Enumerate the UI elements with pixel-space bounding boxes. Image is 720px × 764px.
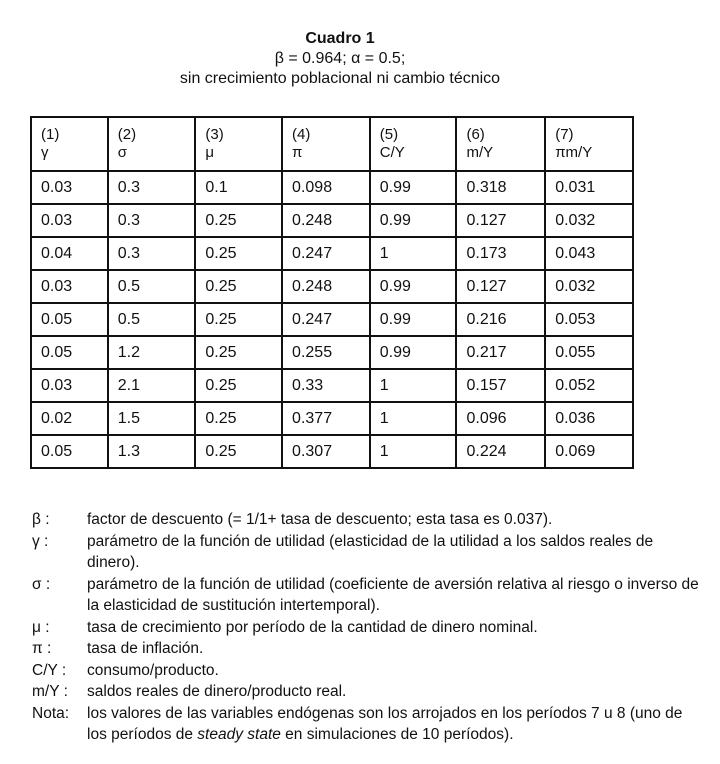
table-cell: 0.02	[31, 402, 108, 435]
legend-symbol: μ :	[32, 618, 50, 636]
table-cell: 0.25	[195, 270, 282, 303]
table-cell: 1.3	[108, 435, 196, 468]
column-header	[108, 117, 196, 171]
column-header	[31, 117, 108, 171]
table-cell: 0.99	[370, 303, 457, 336]
table-cell: 0.33	[282, 369, 370, 402]
table-cell: 0.127	[456, 270, 545, 303]
header-row	[31, 117, 633, 171]
column-number: (2)	[117, 126, 137, 143]
table-cell: 0.03	[31, 171, 108, 204]
table-cell: 0.043	[545, 237, 633, 270]
legend-description: saldos reales de dinero/producto real.	[87, 683, 347, 700]
table-cell: 0.055	[545, 336, 633, 369]
column-symbol: πm/Y	[555, 144, 593, 161]
column-header	[370, 117, 457, 171]
table-cell: 0.3	[108, 171, 196, 204]
table-cell: 0.247	[282, 237, 370, 270]
table-cell: 0.1	[195, 171, 282, 204]
legend	[32, 509, 702, 746]
table-cell: 0.99	[370, 270, 457, 303]
table-cell: 0.05	[31, 303, 108, 336]
table-cell: 0.318	[456, 171, 545, 204]
table-body	[31, 171, 633, 468]
legend-symbol: γ :	[32, 532, 49, 550]
table-cell: 0.99	[370, 336, 457, 369]
table-subtitle: sin crecimiento poblacional ni cambio técnico	[179, 70, 501, 87]
table-cell: 1	[370, 237, 457, 270]
table-cell: 0.069	[545, 435, 633, 468]
table-cell: 0.036	[545, 402, 633, 435]
table-cell: 0.03	[31, 270, 108, 303]
table-cell: 0.05	[31, 435, 108, 468]
table-cell: 0.5	[108, 270, 196, 303]
table-row	[31, 270, 633, 303]
legend-description: tasa de crecimiento por período de la cantidad de dinero nominal.	[87, 618, 538, 636]
table-cell: 1	[370, 402, 457, 435]
legend-item	[32, 617, 702, 639]
table-cell: 0.25	[195, 435, 282, 468]
table-cell: 0.3	[108, 237, 196, 270]
table-row	[31, 402, 633, 435]
column-number: (1)	[41, 126, 60, 143]
table-cell: 0.052	[545, 369, 633, 402]
column-symbol: m/Y	[466, 144, 494, 161]
legend-item	[32, 531, 702, 574]
table-cell: 0.3	[108, 204, 196, 237]
table-cell: 0.248	[282, 204, 370, 237]
table-cell: 0.053	[545, 303, 633, 336]
note-text-after: en simulaciones de 10 períodos).	[280, 726, 514, 743]
column-header	[545, 117, 633, 171]
legend-symbol: σ :	[32, 575, 51, 593]
table-cell: 0.031	[545, 171, 633, 204]
table-cell: 0.03	[31, 204, 108, 237]
table-cell: 2.1	[108, 369, 196, 402]
legend-symbol: β :	[32, 511, 50, 528]
column-symbol: π	[292, 144, 303, 161]
column-symbol: μ	[205, 144, 215, 161]
table-cell: 0.05	[31, 336, 108, 369]
table-row	[31, 204, 633, 237]
column-number: (6)	[466, 126, 485, 143]
table-cell: 1.5	[108, 402, 196, 435]
legend-description: factor de descuento (= 1/1+ tasa de descuento; esta tasa es 0.037).	[87, 511, 553, 528]
table-cell: 0.098	[282, 171, 370, 204]
table-cell: 0.25	[195, 402, 282, 435]
results-table	[30, 116, 634, 469]
table-cell: 0.99	[370, 204, 457, 237]
table-cell: 0.307	[282, 435, 370, 468]
table-cell: 0.217	[456, 336, 545, 369]
column-number: (7)	[555, 126, 574, 143]
table-cell: 0.216	[456, 303, 545, 336]
table-cell: 0.25	[195, 303, 282, 336]
table-cell: 0.157	[456, 369, 545, 402]
note-text-italic: steady state	[197, 726, 281, 743]
column-number: (4)	[292, 126, 311, 143]
table-cell: 0.04	[31, 237, 108, 270]
title-block	[0, 29, 680, 89]
column-header	[456, 117, 545, 171]
legend-item	[32, 509, 702, 531]
table-cell: 1	[370, 435, 457, 468]
note-text	[87, 703, 702, 746]
table-row	[31, 435, 633, 468]
table-cell: 0.03	[31, 369, 108, 402]
legend-symbol: C/Y :	[32, 661, 67, 679]
legend-description: parámetro de la función de utilidad (coeficiente de aversión relativa al riesgo o inverso de la elasticidad de sustitución intertemporal).	[87, 575, 699, 614]
table-cell: 0.247	[282, 303, 370, 336]
table-row	[31, 237, 633, 270]
table-cell: 0.173	[456, 237, 545, 270]
legend-item	[32, 681, 702, 703]
table-cell: 0.032	[545, 204, 633, 237]
table-row	[31, 303, 633, 336]
table-cell: 0.255	[282, 336, 370, 369]
column-symbol: γ	[41, 144, 49, 161]
table-cell: 0.377	[282, 402, 370, 435]
legend-item	[32, 638, 702, 660]
table-cell: 0.096	[456, 402, 545, 435]
parameters-line: β = 0.964; α = 0.5;	[274, 50, 406, 67]
legend-symbol: π :	[32, 640, 52, 657]
table-cell: 0.127	[456, 204, 545, 237]
note-text-before: los valores de las variables endógenas son los arrojados en los períodos 7 u 8 (uno de los períodos de	[87, 704, 683, 743]
table-cell: 1.2	[108, 336, 196, 369]
column-number: (3)	[205, 126, 224, 143]
legend-description: tasa de inflación.	[87, 640, 204, 657]
table-row	[31, 369, 633, 402]
column-symbol: σ	[117, 144, 128, 161]
table-cell: 0.032	[545, 270, 633, 303]
table-cell: 1	[370, 369, 457, 402]
legend-item	[32, 574, 702, 617]
table-cell: 0.25	[195, 369, 282, 402]
note	[32, 703, 702, 746]
legend-symbol: m/Y :	[32, 683, 68, 700]
column-header	[282, 117, 370, 171]
note-label: Nota:	[32, 704, 70, 722]
column-number: (5)	[379, 126, 399, 143]
table-title: Cuadro 1	[305, 30, 375, 47]
legend-description: consumo/producto.	[87, 661, 219, 679]
legend-item	[32, 660, 702, 682]
column-symbol: C/Y	[379, 144, 405, 161]
table-cell: 0.99	[370, 171, 457, 204]
table-row	[31, 171, 633, 204]
legend-description: parámetro de la función de utilidad (elasticidad de la utilidad a los saldos reales de dinero).	[87, 532, 654, 571]
column-header	[195, 117, 282, 171]
table-cell: 0.248	[282, 270, 370, 303]
table-cell: 0.25	[195, 237, 282, 270]
table-cell: 0.224	[456, 435, 545, 468]
table-cell: 0.5	[108, 303, 196, 336]
table-cell: 0.25	[195, 336, 282, 369]
table-cell: 0.25	[195, 204, 282, 237]
table-row	[31, 336, 633, 369]
